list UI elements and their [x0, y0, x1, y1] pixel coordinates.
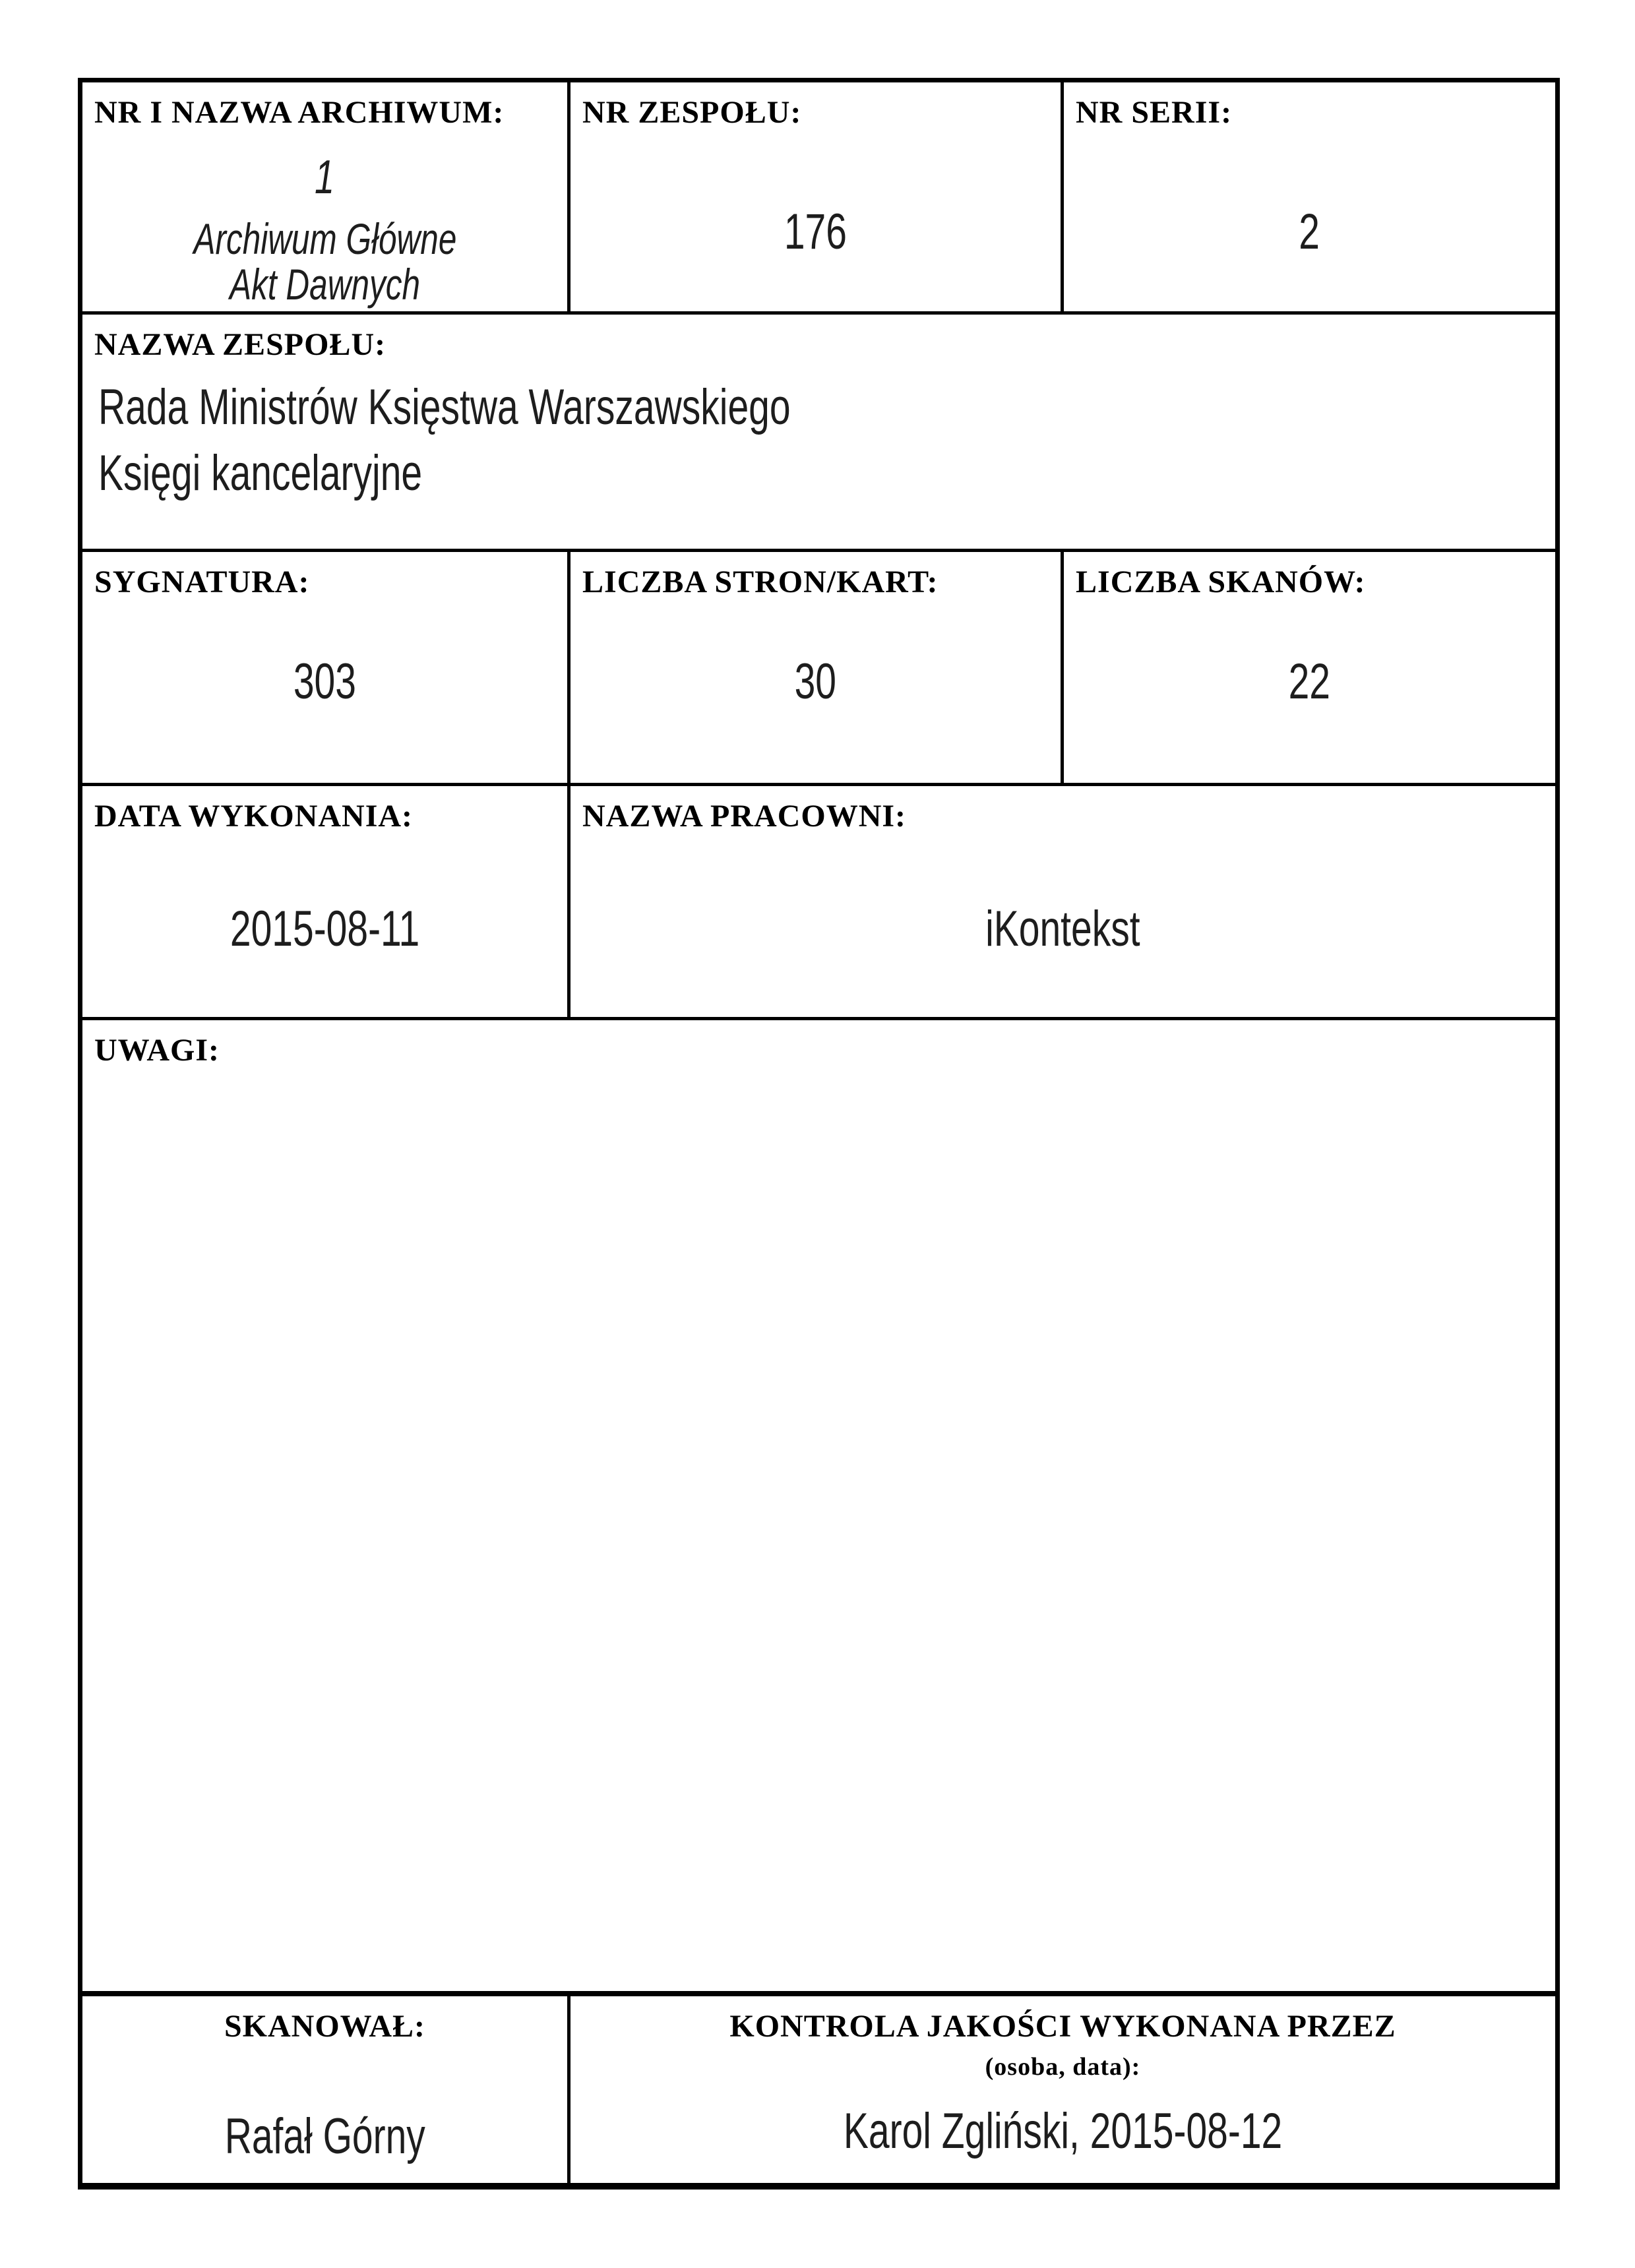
fonds-name-label: NAZWA ZESPOŁU:: [94, 327, 386, 362]
remarks-label: UWAGI:: [94, 1033, 220, 1068]
archive-number-value: 1: [315, 150, 335, 204]
archive-label: NR I NAZWA ARCHIWUM:: [94, 95, 505, 130]
cell-scans-count: [1064, 552, 1555, 786]
scans-count-value: 22: [1288, 653, 1331, 710]
quality-control-label: KONTROLA JAKOŚCI WYKONANA PRZEZ: [729, 2009, 1396, 2044]
scans-count-label: LICZBA SKANÓW:: [1076, 565, 1366, 599]
series-number-value: 2: [1299, 203, 1320, 260]
workshop-value: iKontekst: [985, 900, 1140, 957]
scanned-by-label: SKANOWAŁ:: [224, 2009, 426, 2044]
cell-archive: [82, 82, 571, 315]
scanned-by-value: Rafał Górny: [224, 2108, 425, 2164]
cell-quality-control: [571, 1996, 1555, 2183]
cell-fonds-name: [82, 315, 1555, 552]
fonds-name-value: Rada Ministrów Księstwa Warszawskiego Księgi kancelaryjne: [98, 379, 791, 502]
signature-label: SYGNATURA:: [94, 565, 310, 599]
cell-pages-count: [571, 552, 1064, 786]
signature-value: 303: [293, 653, 357, 710]
cell-series-number: [1064, 82, 1555, 315]
workshop-label: NAZWA PRACOWNI:: [582, 799, 907, 834]
quality-control-sublabel: (osoba, data):: [985, 2052, 1141, 2081]
cell-fonds-number: [571, 82, 1064, 315]
fonds-number-value: 176: [784, 203, 848, 260]
quality-control-value: Karol Zgliński, 2015-08-12: [843, 2102, 1283, 2159]
cell-execution-date: [82, 786, 571, 1020]
archive-name-value: Archiwum Główne Akt Dawnych: [193, 214, 456, 309]
archive-metadata-table: [78, 78, 1560, 2190]
cell-workshop: [571, 786, 1555, 1020]
cell-signature: [82, 552, 571, 786]
execution-date-label: DATA WYKONANIA:: [94, 799, 414, 834]
cell-remarks: [82, 1020, 1555, 1996]
pages-count-label: LICZBA STRON/KART:: [582, 565, 939, 599]
cell-scanned-by: [82, 1996, 571, 2183]
fonds-number-label: NR ZESPOŁU:: [582, 95, 802, 130]
pages-count-value: 30: [794, 653, 837, 710]
execution-date-value: 2015-08-11: [230, 900, 420, 957]
series-number-label: NR SERII:: [1076, 95, 1233, 130]
